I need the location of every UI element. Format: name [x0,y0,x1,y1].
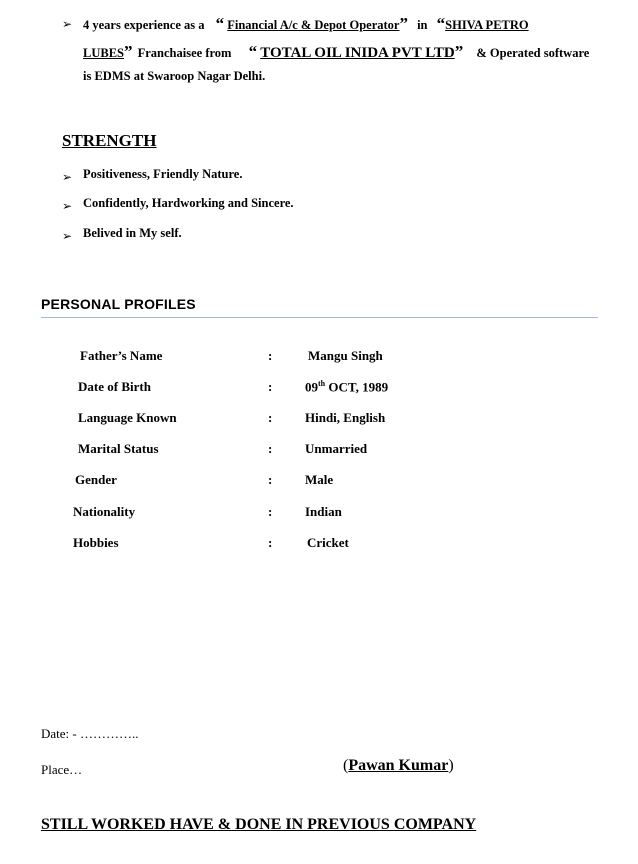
quote-close: ” [399,14,408,33]
profile-label: Language Known [78,410,177,425]
profile-row [0,535,638,553]
experience-in: in [417,18,428,32]
profile-row [0,348,638,366]
profile-row [0,472,638,490]
profile-separator: : [268,410,273,425]
experience-intro: 4 years experience as a [83,18,205,32]
profile-label: Date of Birth [78,379,151,394]
experience-role: Financial A/c & Depot Operator [227,18,400,32]
paren-open: ( [343,757,349,774]
parent-company: TOTAL OIL INIDA PVT LTD [260,45,455,61]
arrow-bullet-icon: ➢ [62,229,73,243]
strength-item: Positiveness, Friendly Nature. [83,167,243,181]
experience-line-2 [83,42,589,62]
closing-heading: STILL WORKED HAVE & DONE IN PREVIOUS COMPANY [41,816,477,833]
place-line: Place… [41,762,83,777]
profile-separator: : [268,379,273,394]
strength-item: Belived in My self. [83,226,182,240]
profile-value: Mangu Singh [308,348,383,363]
quote-open: “ [436,14,446,33]
company-name-part1: SHIVA PETRO [445,18,529,32]
arrow-bullet-icon: ➢ [62,199,73,213]
dob-day: 09 [305,379,318,395]
experience-line-1 [83,14,529,34]
profile-value [305,379,388,395]
profile-separator: : [268,504,273,519]
profile-label: Father’s Name [80,348,163,363]
profile-value: Cricket [307,535,349,550]
date-line: Date: - ………….. [41,726,139,741]
experience-line-3: is EDMS at Swaroop Nagar Delhi. [83,69,266,83]
section-divider [41,317,598,318]
profile-value: Unmarried [305,441,368,456]
strength-heading: STRENGTH [62,131,157,150]
paren-close: ) [448,757,454,774]
profile-value: Male [305,472,334,487]
signature [343,757,454,775]
profile-row [0,410,638,428]
operated-text: & Operated software [476,46,590,60]
signature-name: Pawan Kumar [348,757,449,774]
quote-close: ” [124,42,133,61]
dob-month-year: OCT, 1989 [328,379,389,395]
quote-open: “ [248,42,258,61]
profile-label: Hobbies [73,535,119,550]
profile-separator: : [268,472,273,487]
profile-separator: : [268,348,273,363]
company-name-part2: LUBES [83,46,124,60]
arrow-bullet-icon: ➢ [62,170,73,184]
profile-label: Nationality [73,504,136,519]
profile-row [0,379,638,397]
strength-item: Confidently, Hardworking and Sincere. [83,196,294,210]
franchise-text: Franchaisee from [137,46,232,60]
profile-value: Indian [305,504,342,519]
profile-separator: : [268,535,273,550]
quote-open: “ [215,14,225,33]
profile-label: Gender [75,472,117,487]
dob-suffix: th [318,379,326,388]
profile-row [0,441,638,459]
personal-heading: PERSONAL PROFILES [41,296,196,312]
profile-separator: : [268,441,273,456]
profile-label: Marital Status [78,441,159,456]
quote-close: ” [454,42,464,61]
arrow-bullet-icon: ➢ [62,17,73,31]
profile-value: Hindi, English [305,410,386,425]
profile-row [0,504,638,522]
